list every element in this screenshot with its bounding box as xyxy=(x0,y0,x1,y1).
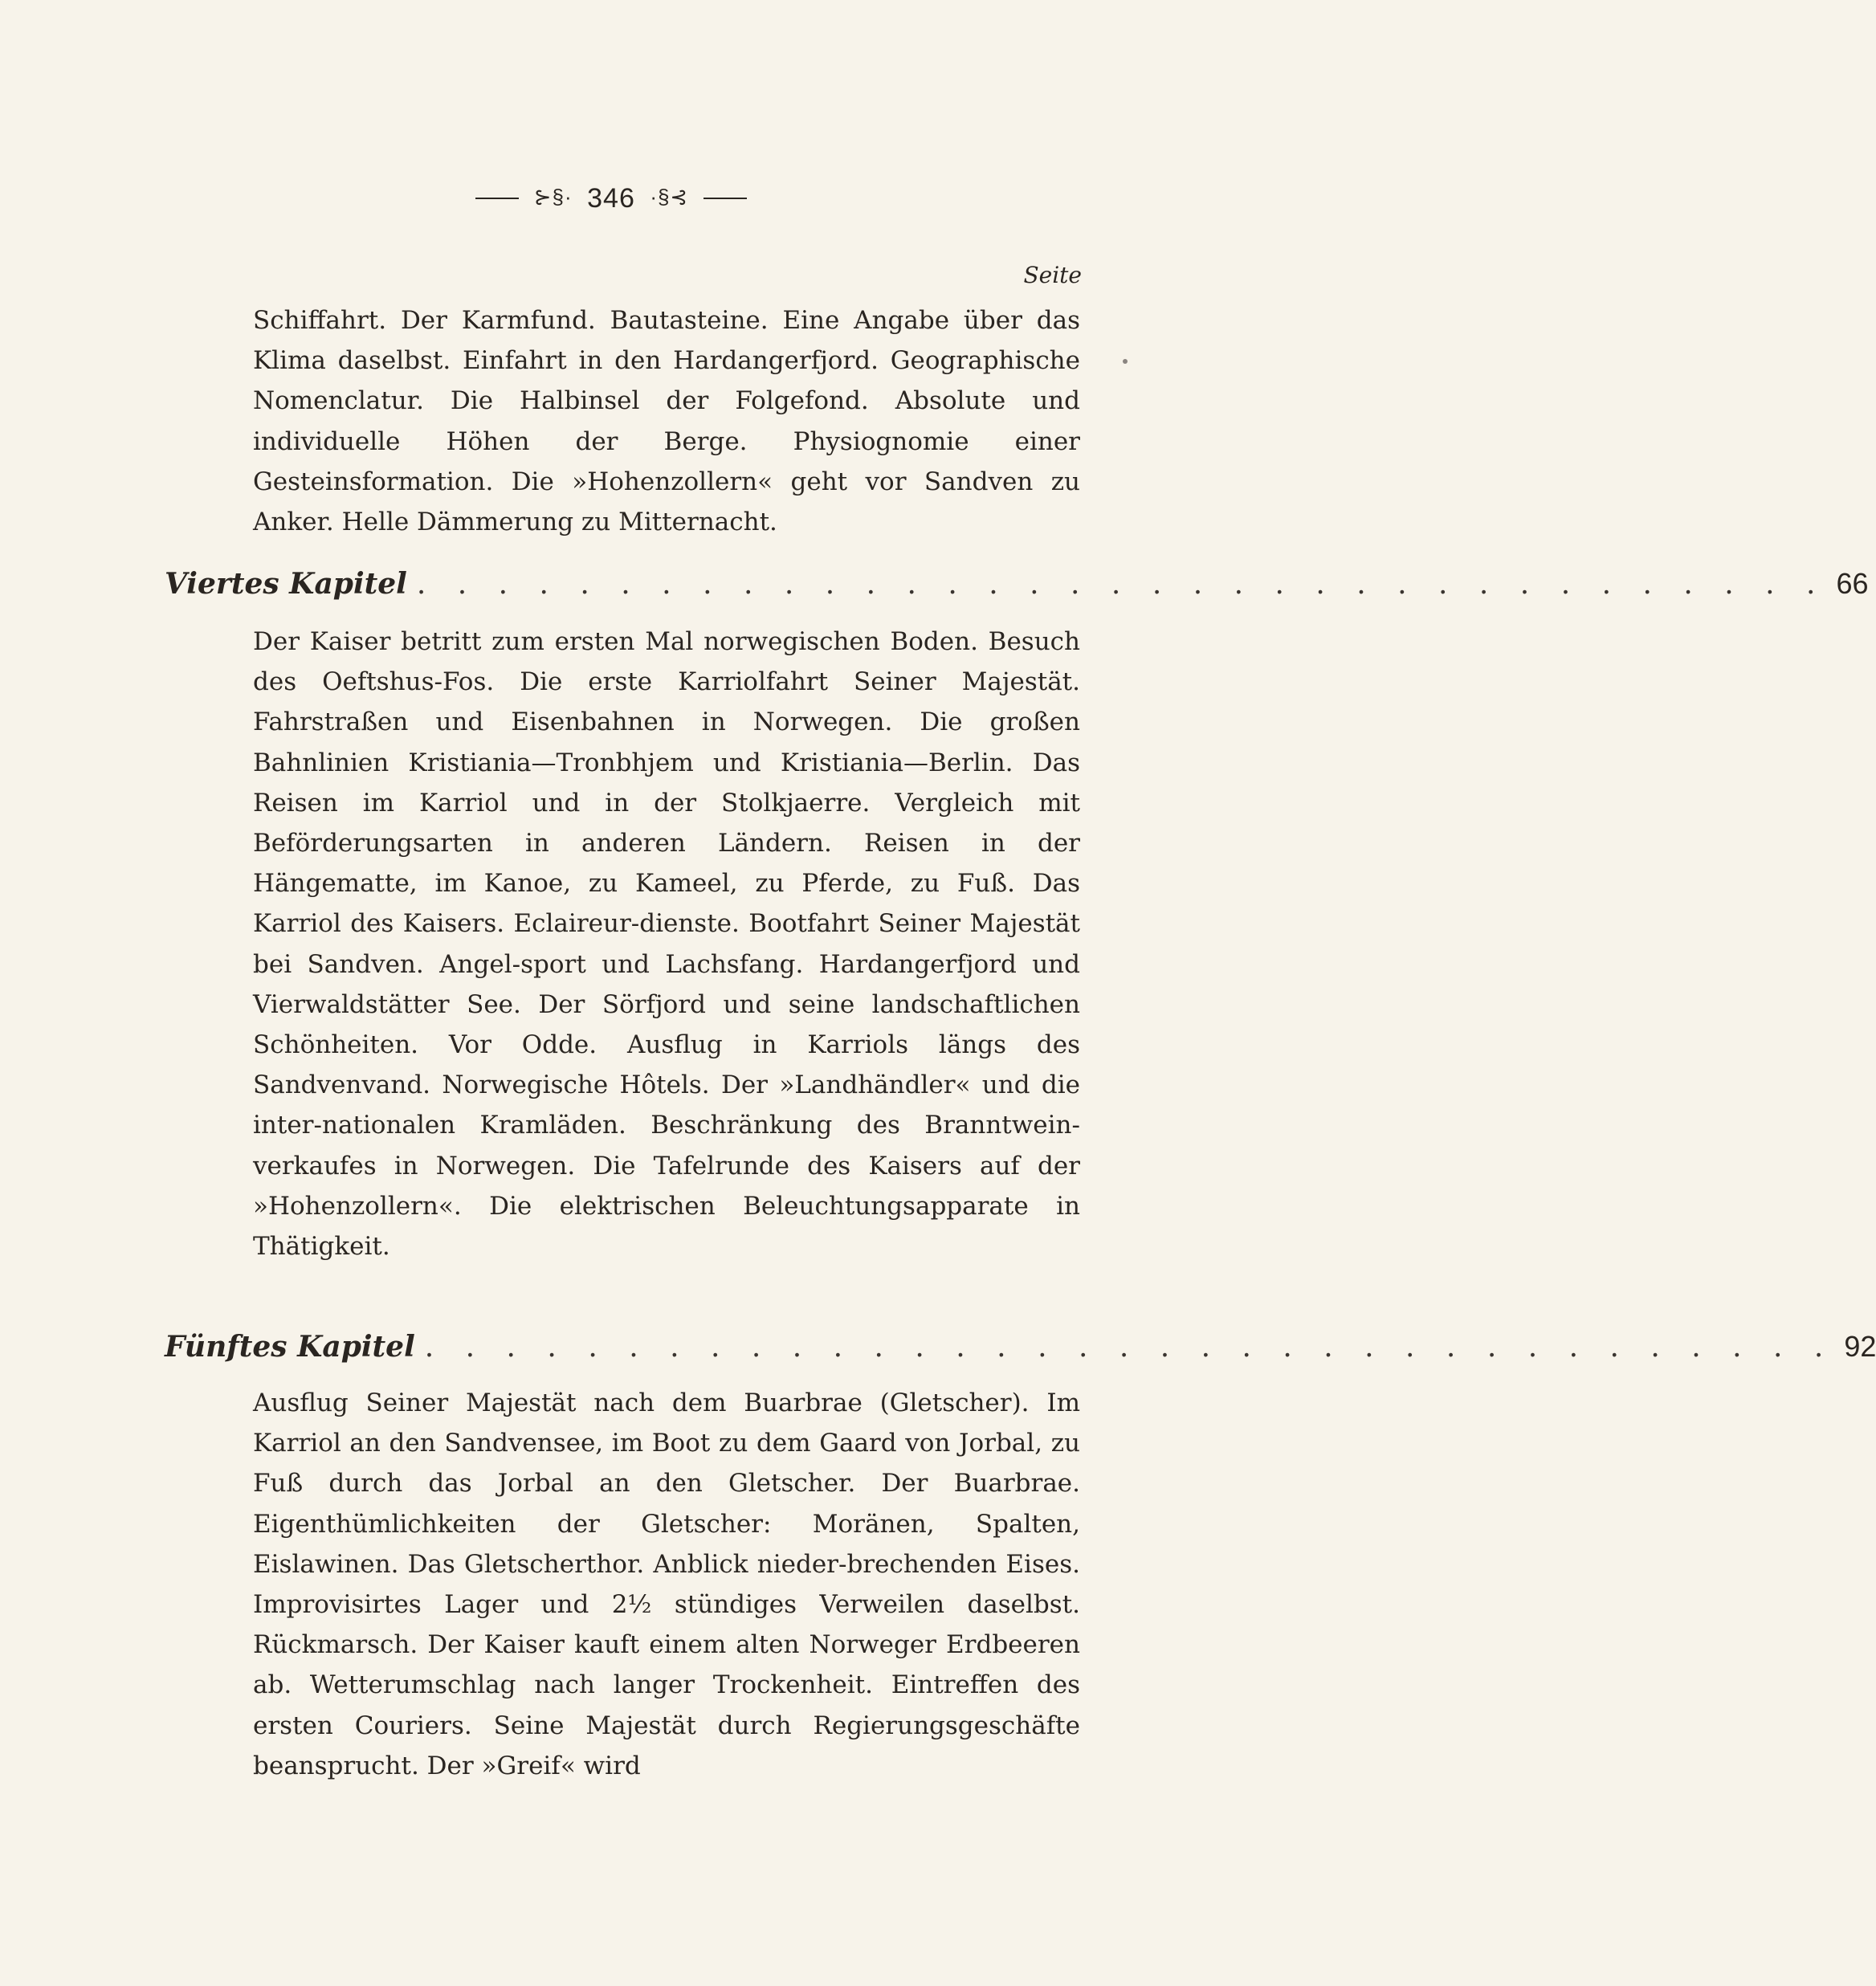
page-header xyxy=(0,183,1222,214)
chapter-5-text xyxy=(253,1383,1080,1786)
seite-label: Seite xyxy=(1023,262,1082,288)
ornament-left-icon: ⊱§· xyxy=(533,185,573,209)
chapter-5-paragraph: Ausflug Seiner Majestät nach dem Buarbrae (Gletscher). Im Karriol an den Sandvensee, im Boot zu dem Gaard von Jorbal, zu Fuß durch das Jorbal an den Gletscher. Der Buarbrae. Eigenthümlichkeiten der Gletscher: Moränen, Spalten, Eislawinen. Das Gletscherthor. Anblick nieder-brechenden Eises. Improvisirtes Lager und 2½ stündiges Verweilen daselbst. Rückmarsch. Der Kaiser kauft einem alten Norweger Erdbeeren ab. Wetterumschlag nach langer Trockenheit. Eintreffen des ersten Couriers. Seine Majestät durch Regierungsgeschäfte beansprucht. Der »Greif« wird xyxy=(253,1389,1080,1780)
ornament-right-icon: ·§⊰ xyxy=(650,185,689,209)
chapter-4-text xyxy=(253,622,1080,1266)
section-1-paragraph: Schiffahrt. Der Karmfund. Bautasteine. Eine Angabe über das Klima daselbst. Einfahrt in den Hardangerfjord. Geographische Nomenclatur. Die Halbinsel der Folgefond. Absolute und individuelle Höhen der Berge. Physiognomie einer Gesteinsformation. Die »Hohenzollern« geht vor Sandven zu Anker. Helle Dämmerung zu Mitternacht. xyxy=(253,306,1080,537)
section-1-text xyxy=(253,300,1080,542)
page-number: 346 xyxy=(587,183,635,214)
chapter-5-page: 92 xyxy=(1844,1330,1876,1363)
chapter-5-leader: . . . . . . . . . . . . . . . . . . . . . . . . . . . . . . . . . . . xyxy=(424,1331,1835,1364)
chapter-5-heading xyxy=(165,1330,1876,1375)
chapter-4-leader: . . . . . . . . . . . . . . . . . . . . . . . . . . . . . . . . . . . xyxy=(416,568,1827,601)
chapter-5-title: Fünftes Kapitel xyxy=(165,1330,415,1364)
chapter-4-paragraph: Der Kaiser betritt zum ersten Mal norwegischen Boden. Besuch des Oeftshus-Fos. Die erste Karriolfahrt Seiner Majestät. Fahrstraßen und Eisenbahnen in Norwegen. Die großen Bahnlinien Kristiania—Tronbhjem und Kristiania—Berlin. Das Reisen im Karriol und in der Stolkjaerre. Vergleich mit Beförderungsarten in anderen Ländern. Reisen in der Hängematte, im Kanoe, zu Kameel, zu Pferde, zu Fuß. Das Karriol des Kaisers. Eclaireur-dienste. Bootfahrt Seiner Majestät bei Sandven. Angel-sport und Lachsfang. Hardangerfjord und Vierwaldstätter See. Der Sörfjord und seine landschaftlichen Schönheiten. Vor Odde. Ausflug in Karriols längs des Sandvenvand. Norwegische Hôtels. Der »Landhändler« und die inter-nationalen Kramläden. Beschränkung des Branntwein-verkaufes in Norwegen. Die Tafelrunde des Kaisers auf der »Hohenzollern«. Die elektrischen Beleuchtungsapparate in Thätigkeit. xyxy=(253,627,1080,1262)
header-rule-right xyxy=(704,198,747,199)
chapter-4-page: 66 xyxy=(1836,567,1869,600)
margin-mark xyxy=(1123,359,1128,364)
chapter-4-heading xyxy=(165,567,1869,612)
chapter-4-title: Viertes Kapitel xyxy=(165,567,407,601)
header-rule-left xyxy=(475,198,519,199)
